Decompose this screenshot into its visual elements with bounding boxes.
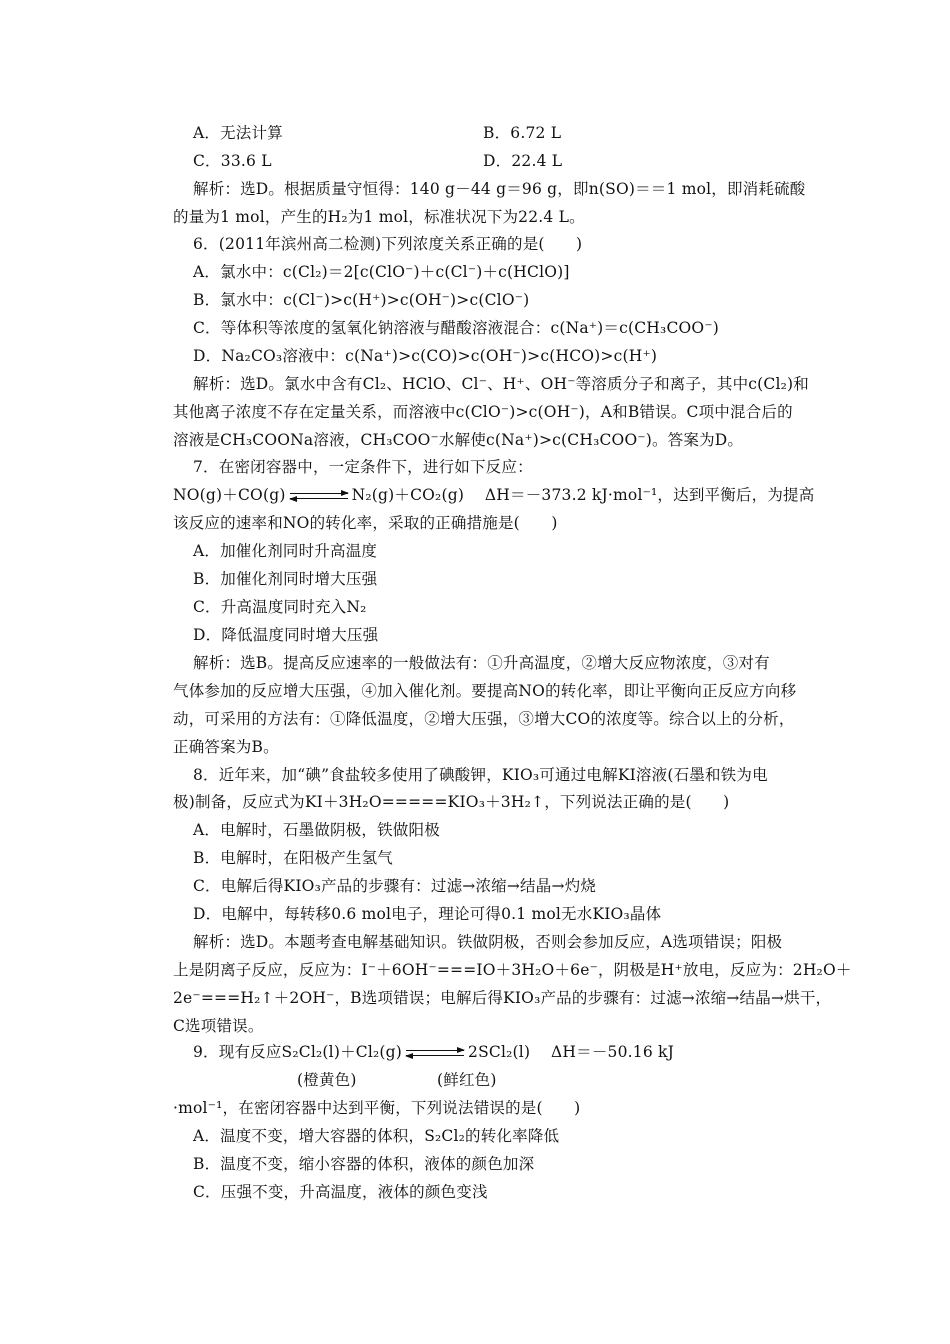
q7-answer-line-1: 解析：选B。提高反应速率的一般做法有：①升高温度，②增大反应物浓度，③对有 [193,654,770,672]
q9-equation-right: 2SCl₂(l) ΔH＝－50.16 kJ [468,1043,675,1061]
q7-answer-line-3: 动，可采用的方法有：①降低温度，②增大压强，③增大CO的浓度等。综合以上的分析， [173,710,795,728]
q8-answer-line-4: C选项错误。 [173,1017,264,1035]
q5-option-b: B．6.72 L [483,124,562,142]
q9-equation-left: 9．现有反应S₂Cl₂(l)＋Cl₂(g) [193,1043,403,1061]
q9-color-label-2: (鲜红色) [437,1071,497,1089]
q6-answer-line-2: 其他离子浓度不存在定量关系，而溶液中c(ClO⁻)>c(OH⁻)，A和B错误。C项中混合后的 [173,403,793,421]
q8-option-a: A．电解时，石墨做阴极，铁做阳极 [193,821,440,839]
q7-answer-line-2: 气体参加的反应增大压强，④加入催化剂。要提高NO的转化率，即让平衡向正反应方向移 [173,682,797,700]
q7-option-b: B．加催化剂同时增大压强 [193,570,378,588]
q7-equation-left: NO(g)＋CO(g) [173,486,286,504]
q9-stem-2: ·mol⁻¹，在密闭容器中达到平衡，下列说法错误的是( ) [173,1099,581,1117]
q8-answer-line-2: 上是阴离子反应，反应为：I⁻＋6OH⁻===IO＋3H₂O＋6e⁻，阴极是H⁺放电，反应为：2H₂O＋ [173,961,852,979]
q5-option-c: C．33.6 L [193,152,272,170]
q5-answer-line-1: 解析：选D。根据质量守恒得：140 g－44 g＝96 g，即n(SO)＝＝1 mol，即消耗硫酸 [193,180,806,198]
q7-answer-line-4: 正确答案为B。 [173,738,279,756]
q9-option-c: C．压强不变，升高温度，液体的颜色变浅 [193,1183,488,1201]
q8-option-d: D．电解中，每转移0.6 mol电子，理论可得0.1 mol无水KIO₃晶体 [193,905,662,923]
q5-option-a: A．无法计算 [193,124,283,142]
q7-option-a: A．加催化剂同时升高温度 [193,542,378,560]
reversible-arrow-icon [406,1047,464,1059]
q8-option-b: B．电解时，在阳极产生氢气 [193,849,393,867]
q7-option-d: D．降低温度同时增大压强 [193,626,379,644]
q8-option-c: C．电解后得KIO₃产品的步骤有：过滤→浓缩→结晶→灼烧 [193,877,597,895]
q7-option-c: C．升高温度同时充入N₂ [193,598,367,616]
q9-color-label-1: (橙黄色) [297,1071,357,1089]
q8-stem-1: 8．近年来，加“碘”食盐较多使用了碘酸钾，KIO₃可通过电解KI溶液(石墨和铁为电 [193,766,768,784]
q5-answer-line-2: 的量为1 mol，产生的H₂为1 mol，标准状况下为22.4 L。 [173,208,585,226]
q6-stem: 6．(2011年滨州高二检测)下列浓度关系正确的是( ) [193,235,583,253]
q7-equation [173,485,814,505]
q6-option-d: D．Na₂CO₃溶液中：c(Na⁺)>c(CO)>c(OH⁻)>c(HCO)>c(H⁺) [193,347,658,365]
q8-answer-line-3: 2e⁻===H₂↑＋2OH⁻，B选项错误；电解后得KIO₃产品的步骤有：过滤→浓缩→结晶→烘干， [173,989,832,1007]
q6-answer-line-3: 溶液是CH₃COONa溶液，CH₃COO⁻水解使c(Na⁺)>c(CH₃COO⁻)。答案为D。 [173,431,744,449]
q8-answer-line-1: 解析：选D。本题考查电解基础知识。铁做阴极，否则会参加反应，A选项错误；阳极 [193,933,783,951]
q6-answer-line-1: 解析：选D。氯水中含有Cl₂、HClO、Cl⁻、H⁺、OH⁻等溶质分子和离子，其中c(Cl₂)和 [193,375,810,393]
q9-option-a: A．温度不变，增大容器的体积，S₂Cl₂的转化率降低 [193,1127,560,1145]
q9-equation [193,1042,674,1062]
q6-option-a: A．氯水中：c(Cl₂)＝2[c(ClO⁻)＋c(Cl⁻)＋c(HClO)] [193,263,570,281]
q6-option-b: B．氯水中：c(Cl⁻)>c(H⁺)>c(OH⁻)>c(ClO⁻) [193,291,530,309]
q6-option-c: C．等体积等浓度的氢氧化钠溶液与醋酸溶液混合：c(Na⁺)＝c(CH₃COO⁻) [193,319,719,337]
q8-stem-2: 极)制备，反应式为KI＋3H₂O=====KIO₃＋3H₂↑，下列说法正确的是( ) [173,793,730,811]
q7-equation-right: N₂(g)＋CO₂(g) ΔH＝－373.2 kJ·mol⁻¹，达到平衡后，为提高 [351,486,815,504]
q9-option-b: B．温度不变，缩小容器的体积，液体的颜色加深 [193,1155,535,1173]
q5-option-d: D．22.4 L [483,152,563,170]
reversible-arrow-icon [290,490,348,502]
q7-stem: 7．在密闭容器中，一定条件下，进行如下反应： [193,458,533,476]
q7-stem-2: 该反应的速率和NO的转化率，采取的正确措施是( ) [173,514,558,532]
